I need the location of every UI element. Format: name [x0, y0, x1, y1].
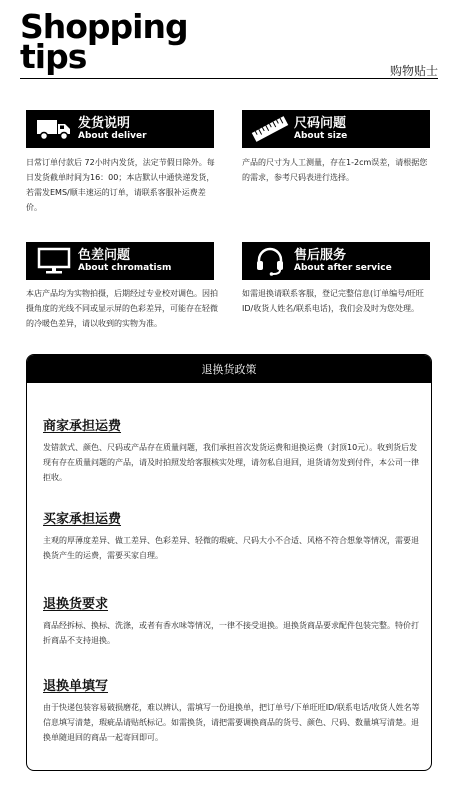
card-title-en: About deliver — [78, 131, 147, 141]
card-text-deliver: 日常订单付款后 72小时内发货，法定节假日除外。每日发货截单时间为16：00；本店默认中通快递发货，若需发EMS/顺丰速运的订单，请联系客服补运费差价。 — [26, 158, 215, 212]
card-text-chromatism: 本店产品均为实物拍摄，后期经过专业校对调色。因拍摄角度的光线不同或显示屏的色彩差异，可能存在轻微的冷暖色差异，请以收到的实物为准。 — [26, 289, 218, 328]
section-text: 主观的厚薄度差异、做工差异、色彩差异、轻微的瑕疵、尺码大小不合适、风格不符合想象等情况，需要退换货产生的运费，需要买家自理。 — [43, 536, 419, 560]
card-header-after-service — [242, 242, 430, 280]
section-text: 由于快递包装容易破损磨花，难以辨认，需填写一份退换单，把订单号/下单旺旺ID/联系电话/收货人姓名等信息填写清楚，瑕疵品请贴纸标记。如需换货，请把需要调换商品的货号、颜色、尺码、数量填写清楚。退换单随退回的商品一起寄回即可。 — [43, 703, 420, 742]
card-title-en: About after service — [294, 263, 392, 273]
ruler-icon — [250, 114, 290, 144]
title-line-2: tips — [20, 37, 87, 76]
return-policy-panel — [26, 354, 432, 771]
page-subtitle: 购物贴士 — [389, 64, 438, 78]
card-header-deliver — [26, 110, 214, 148]
monitor-icon — [34, 246, 74, 276]
section-text: 商品经拆标、换标、洗涤，或者有香水味等情况，一律不接受退换。退换货商品要求配件包装完整。特价打折商品不支持退换。 — [43, 621, 419, 645]
policy-header: 退换货政策 — [27, 355, 431, 383]
card-title-zh: 售后服务 — [294, 248, 347, 263]
card-text-after-service: 如需退换请联系客服，登记完整信息(订单编号/旺旺ID/收货人姓名/联系电话)，我们会及时为您处理。 — [242, 289, 424, 313]
section-text: 发错款式、颜色、尺码或产品存在质量问题，我们承担首次发货运费和退换运费（封顶10元）。收到货后发现有存在质量问题的产品，请及时拍照发给客服核实处理，请勿私自退回，退货请勿发到付件，本公司一律拒收。 — [43, 443, 419, 482]
title-line-1: Shopping — [20, 7, 188, 46]
headset-icon — [250, 246, 290, 276]
policy-section-seller-pays — [43, 415, 421, 485]
section-title: 商家承担运费 — [43, 419, 122, 434]
card-text-size: 产品的尺寸为人工测量，存在1-2cm误差，请根据您的需求，参考尺码表进行选择。 — [242, 158, 428, 182]
header-divider — [20, 78, 438, 79]
section-title: 退换单填写 — [43, 679, 109, 694]
card-title-zh: 色差问题 — [78, 248, 131, 263]
card-header-size — [242, 110, 430, 148]
card-title-zh: 发货说明 — [78, 116, 131, 131]
card-title-en: About size — [294, 131, 348, 141]
section-title: 退换货要求 — [43, 597, 109, 612]
title-block — [20, 7, 188, 76]
card-title-zh: 尺码问题 — [294, 116, 347, 131]
truck-icon — [34, 114, 74, 144]
card-title-en: About chromatism — [78, 263, 172, 273]
policy-section-return-requirements — [43, 593, 421, 648]
card-header-chromatism — [26, 242, 214, 280]
policy-section-buyer-pays — [43, 508, 421, 563]
policy-section-return-form — [43, 675, 421, 745]
section-title: 买家承担运费 — [43, 512, 122, 527]
